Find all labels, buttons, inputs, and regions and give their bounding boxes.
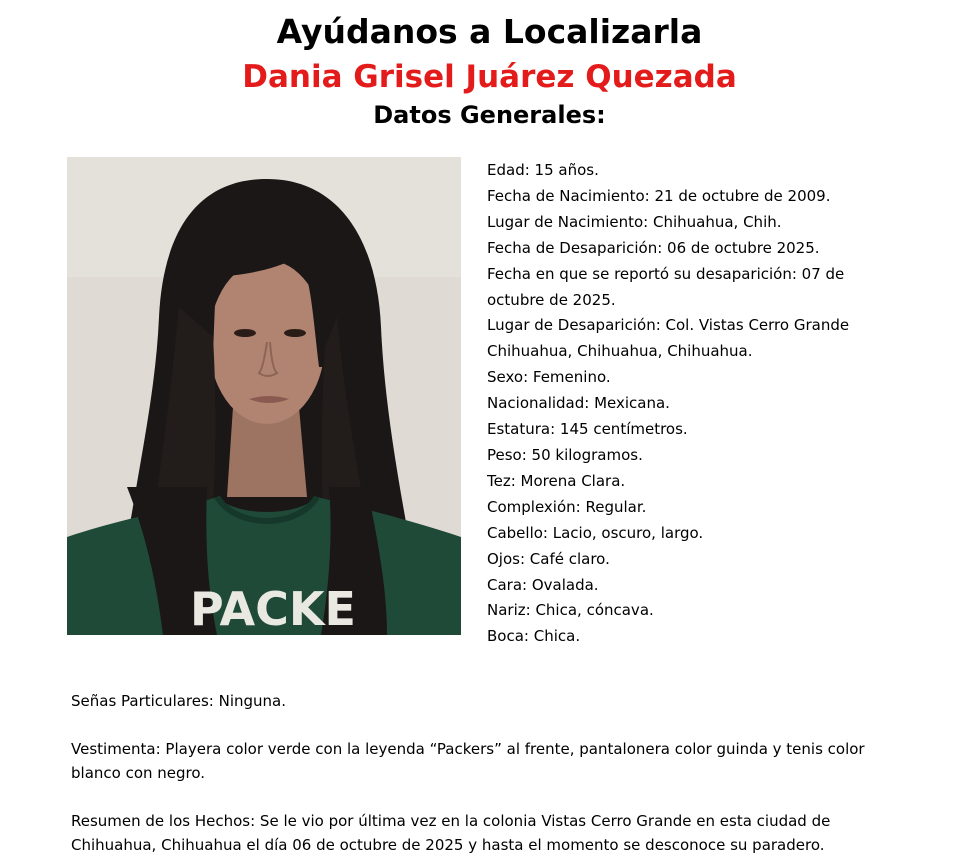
clothing-text-line: blanco con negro. (71, 764, 206, 782)
summary-paragraph (71, 809, 961, 857)
detail-eyes: Ojos: Café claro. (487, 549, 610, 568)
detail-nose: Nariz: Chica, cóncava. (487, 601, 654, 620)
detail-mouth: Boca: Chica. (487, 627, 581, 646)
person-name: Dania Grisel Juárez Quezada (242, 59, 737, 95)
section-heading: Datos Generales: (373, 101, 606, 129)
detail-disappearance-date: Fecha de Desaparición: 06 de octubre 2025. (487, 238, 820, 257)
detail-hair: Cabello: Lacio, oscuro, largo. (487, 523, 704, 542)
distinguishing-marks-paragraph (71, 689, 961, 713)
clothing-paragraph (71, 737, 961, 785)
detail-birth-date: Fecha de Nacimiento: 21 de octubre de 2009. (487, 186, 831, 205)
detail-birth-place: Lugar de Nacimiento: Chihuahua, Chih. (487, 212, 782, 231)
shirt-logo-text: PACKE (190, 582, 356, 635)
detail-weight: Peso: 50 kilogramos. (487, 445, 643, 464)
detail-disappearance-place-cont: Chihuahua, Chihuahua, Chihuahua. (487, 342, 753, 361)
detail-height: Estatura: 145 centímetros. (487, 420, 688, 439)
page-title: Ayúdanos a Localizarla (276, 12, 703, 51)
detail-sex: Sexo: Femenino. (487, 368, 611, 387)
detail-report-date: Fecha en que se reportó su desaparición: 07 de (487, 264, 845, 283)
distinguishing-marks-text: Señas Particulares: Ninguna. (71, 692, 287, 710)
general-data-list (487, 158, 957, 650)
detail-disappearance-place: Lugar de Desaparición: Col. Vistas Cerro Grande (487, 316, 850, 335)
clothing-text-line: Vestimenta: Playera color verde con la leyenda “Packers” al frente, pantalonera color guinda y tenis color (71, 740, 865, 758)
person-photo (67, 157, 461, 635)
detail-build: Complexión: Regular. (487, 497, 647, 516)
detail-age: Edad: 15 años. (487, 161, 599, 179)
detail-face: Cara: Ovalada. (487, 575, 599, 594)
summary-text-line: Resumen de los Hechos: Se le vio por última vez en la colonia Vistas Cerro Grande en esta ciudad de (71, 812, 831, 830)
detail-report-date-cont: octubre de 2025. (487, 290, 616, 309)
detail-nationality: Nacionalidad: Mexicana. (487, 394, 670, 413)
detail-complexion-tone: Tez: Morena Clara. (487, 471, 626, 490)
summary-text-line: Chihuahua, Chihuahua el día 06 de octubre de 2025 y hasta el momento se desconoce su paradero. (71, 836, 825, 854)
